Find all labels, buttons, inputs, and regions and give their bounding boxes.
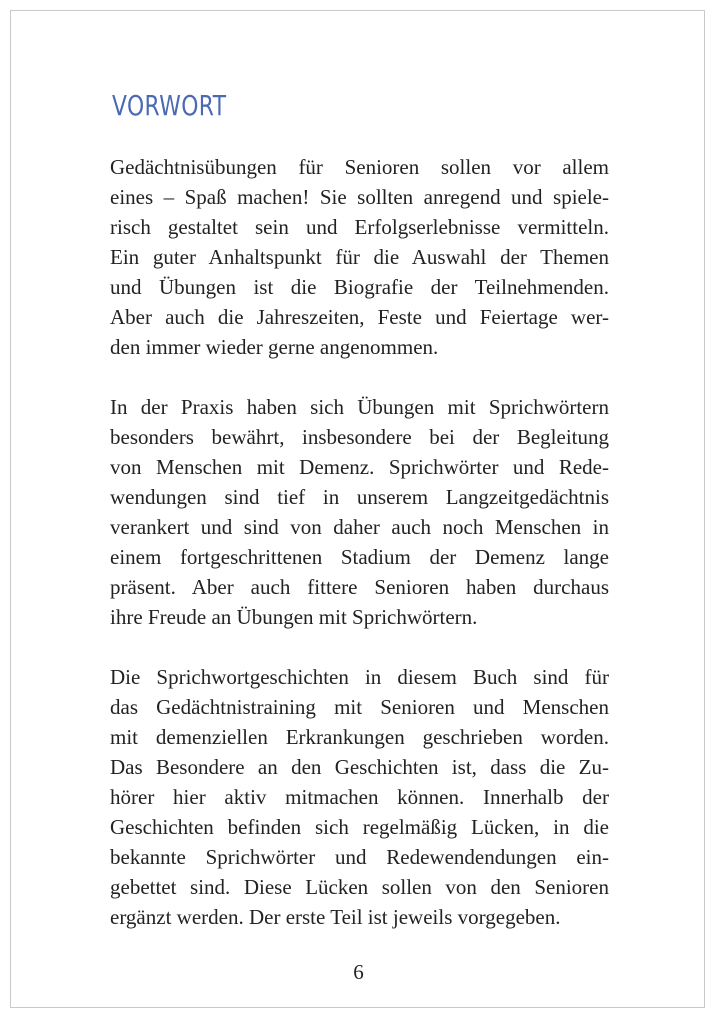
text-line: Aber auch die Jahreszeiten, Feste und Feiertage wer- — [110, 305, 609, 329]
text-line: ihre Freude an Übungen mit Sprichwörtern. — [110, 605, 478, 629]
text-line: Die Sprichwortgeschichten in diesem Buch sind für — [110, 665, 609, 689]
text-line: In der Praxis haben sich Übungen mit Sprichwörtern — [110, 395, 609, 419]
text-line: hörer hier aktiv mitmachen können. Innerhalb der — [110, 785, 609, 809]
page-number: 6 — [353, 960, 364, 984]
text-line: mit demenziellen Erkrankungen geschrieben worden. — [110, 725, 609, 749]
text-line: Gedächtnisübungen für Senioren sollen vor allem — [110, 155, 609, 179]
text-line: und Übungen ist die Biografie der Teilnehmenden. — [110, 275, 609, 299]
paragraph-1 — [110, 152, 609, 362]
text-line: eines – Spaß machen! Sie sollten anregend und spiele- — [110, 185, 609, 209]
text-line: Geschichten befinden sich regelmäßig Lücken, in die — [110, 815, 609, 839]
text-line: den immer wieder gerne angenommen. — [110, 335, 439, 359]
text-line: präsent. Aber auch fittere Senioren haben durchaus — [110, 575, 609, 599]
text-line: Ein guter Anhaltspunkt für die Auswahl der Themen — [110, 245, 609, 269]
text-line: das Gedächtnistraining mit Senioren und Menschen — [110, 695, 609, 719]
text-line: ergänzt werden. Der erste Teil ist jeweils vorgegeben. — [110, 905, 561, 929]
text-line: gebettet sind. Diese Lücken sollen von den Senioren — [110, 875, 609, 899]
paragraph-2 — [110, 392, 609, 632]
text-line: risch gestaltet sein und Erfolgserlebnisse vermitteln. — [110, 215, 609, 239]
text-line: verankert und sind von daher auch noch Menschen in — [110, 515, 609, 539]
text-line: Das Besondere an den Geschichten ist, dass die Zu- — [110, 755, 609, 779]
text-line: wendungen sind tief in unserem Langzeitgedächtnis — [110, 485, 609, 509]
body-text — [110, 152, 609, 962]
text-line: einem fortgeschrittenen Stadium der Demenz lange — [110, 545, 609, 569]
text-line: bekannte Sprichwörter und Redewendendungen ein- — [110, 845, 609, 869]
paragraph-3 — [110, 662, 609, 932]
text-line: von Menschen mit Demenz. Sprichwörter und Rede- — [110, 455, 609, 479]
page-heading: VORWORT — [112, 89, 227, 122]
text-line: besonders bewährt, insbesondere bei der Begleitung — [110, 425, 609, 449]
